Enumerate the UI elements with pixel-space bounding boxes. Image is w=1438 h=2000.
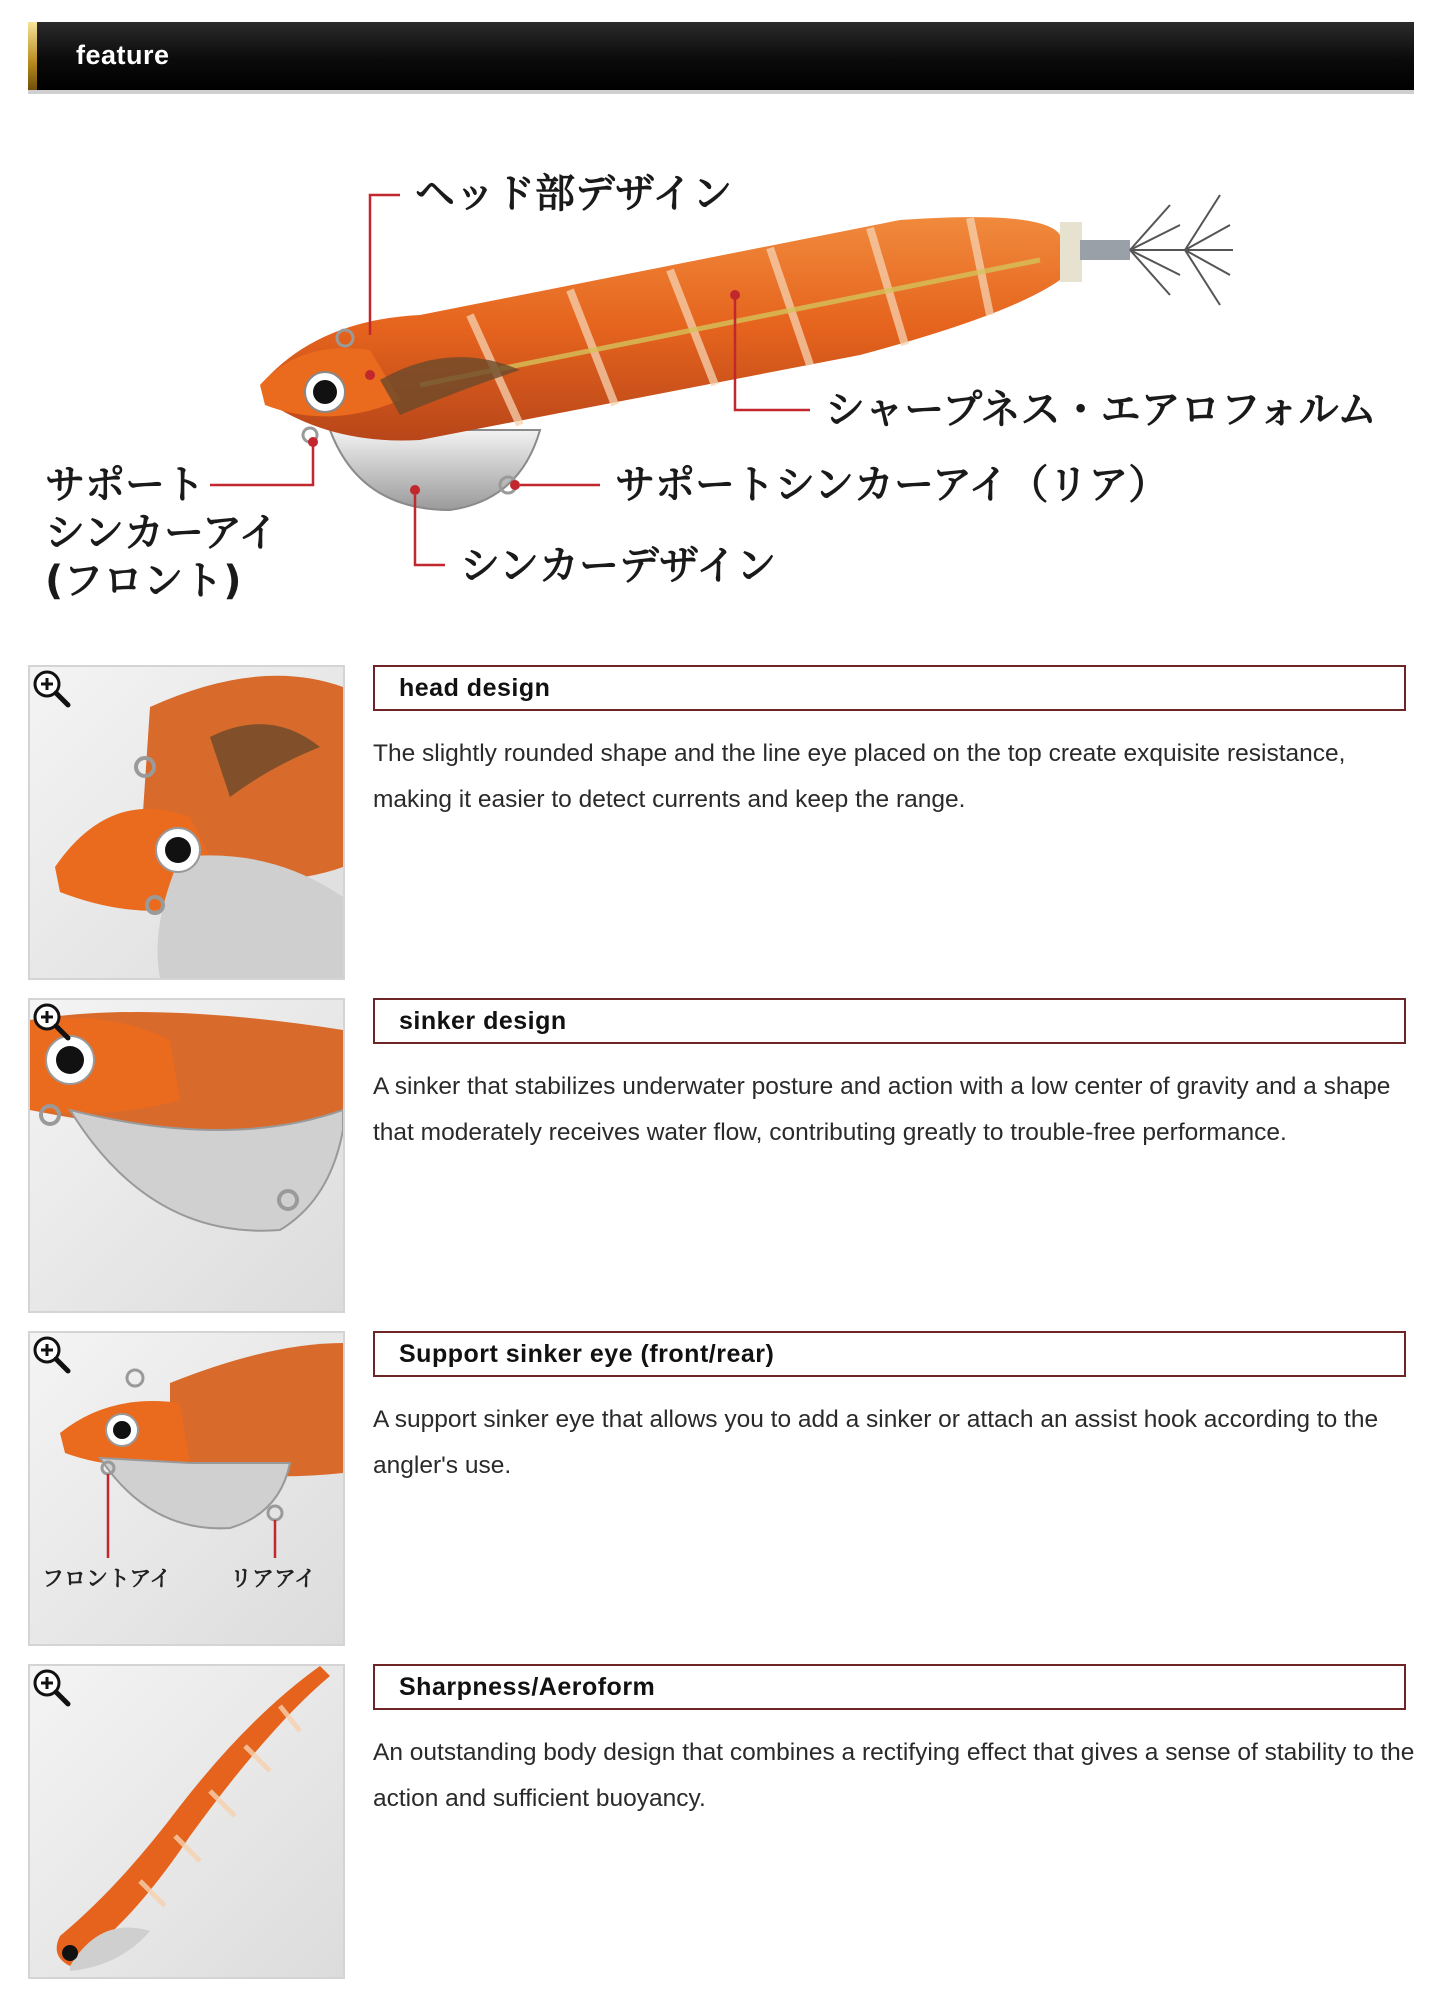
zoom-in-icon[interactable]: [30, 1000, 72, 1042]
feature-thumbnail[interactable]: [28, 1331, 345, 1646]
header-accent: [28, 22, 37, 90]
feature-thumbnail[interactable]: [28, 998, 345, 1313]
feature-row-sinker-design: [28, 998, 1414, 1313]
sinker-closeup-image: [30, 1000, 343, 1311]
callout-support-rear: サポートシンカーアイ（リア）: [615, 462, 1169, 508]
section-title: feature: [76, 40, 170, 70]
section-header: [28, 22, 1414, 90]
callout-head-design: ヘッド部デザイン: [415, 171, 733, 217]
callout-support-front-line2: シンカーアイ: [45, 510, 279, 556]
feature-thumbnail[interactable]: [28, 665, 345, 980]
zoom-in-icon[interactable]: [30, 1666, 72, 1708]
rear-eye-label: リアアイ: [230, 1567, 317, 1592]
feature-description: A support sinker eye that allows you to add a sinker or attach an assist hook according to the angler's use.: [373, 1406, 1379, 1479]
feature-title-box: [373, 665, 1406, 711]
feature-title-box: [373, 998, 1406, 1044]
callout-sharpness-aeroform: シャープネス・エアロフォルム: [825, 387, 1377, 433]
feature-row-support-sinker-eye: [28, 1331, 1414, 1646]
feature-title: sinker design: [399, 1007, 567, 1035]
feature-title: head design: [399, 674, 551, 702]
feature-title: Support sinker eye (front/rear): [399, 1340, 775, 1368]
support-eye-closeup-image: [30, 1333, 343, 1644]
callout-support-front-line3: (フロント): [45, 558, 242, 604]
zoom-in-icon[interactable]: [30, 1333, 72, 1375]
feature-thumbnail[interactable]: [28, 1664, 345, 1979]
feature-row-sharpness-aeroform: [28, 1664, 1414, 1979]
feature-description: A sinker that stabilizes underwater posture and action with a low center of gravity and a shape that moderately receives water flow, contributing greatly to trouble-free performance.: [373, 1073, 1391, 1146]
callout-support-front-line1: サポート: [45, 462, 205, 508]
aeroform-image: [30, 1666, 343, 1977]
front-eye-label: フロントアイ: [42, 1567, 172, 1592]
feature-title-box: [373, 1664, 1406, 1710]
feature-description: The slightly rounded shape and the line eye placed on the top create exquisite resistance, making it easier to detect currents and keep the range.: [373, 740, 1346, 813]
feature-row-head-design: [28, 665, 1414, 980]
zoom-in-icon[interactable]: [30, 667, 72, 709]
callout-sinker-design: シンカーデザイン: [460, 543, 777, 589]
feature-title: Sharpness/Aeroform: [399, 1673, 656, 1701]
head-closeup-image: [30, 667, 343, 978]
feature-description: An outstanding body design that combines a rectifying effect that gives a sense of stability to the action and sufficient buoyancy.: [373, 1739, 1415, 1812]
lure-diagram: [0, 140, 1438, 620]
feature-title-box: [373, 1331, 1406, 1377]
